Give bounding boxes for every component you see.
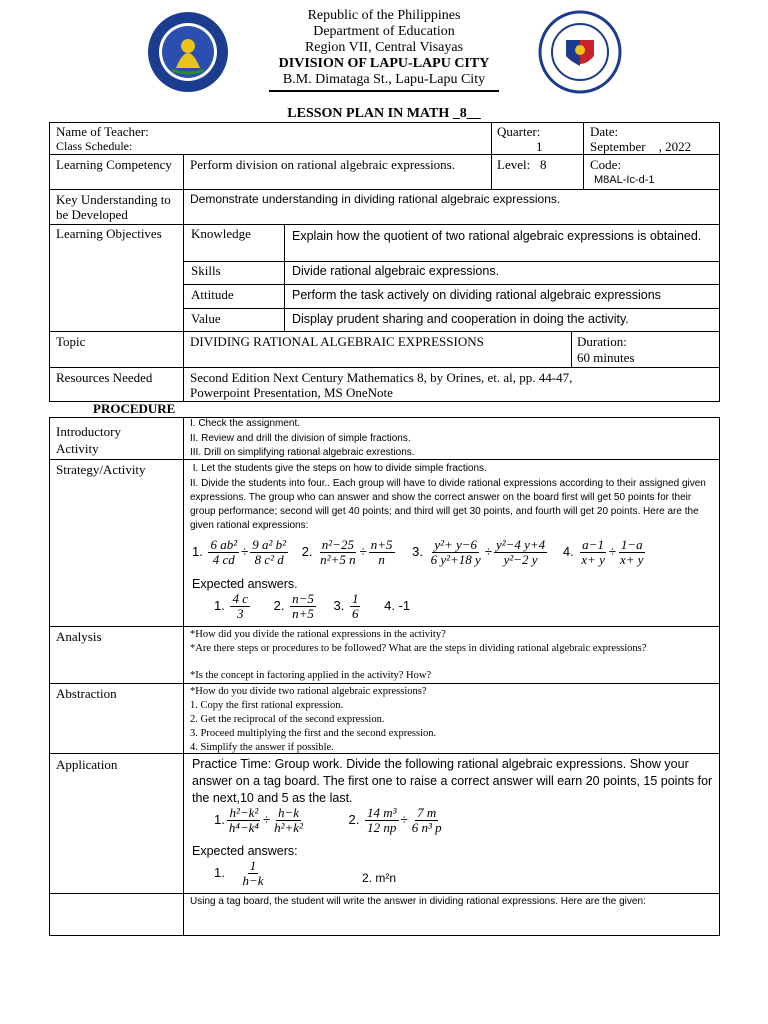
obj-text-value: Display prudent sharing and cooperation in doing the activity.	[292, 312, 629, 326]
topic-value: DIVIDING RATIONAL ALGEBRAIC EXPRESSIONS	[190, 334, 484, 349]
app-expected-label: Expected answers:	[192, 844, 298, 858]
abstraction-item-4: 3. Proceed multiplying the first and the second expression.	[190, 728, 437, 739]
ku-label: Key Understanding to be Developed	[56, 192, 171, 222]
letterhead	[0, 8, 768, 92]
app-expected-answer-1: 1. $\frac{1}{h-k}$	[214, 858, 264, 888]
answer-3: 3. $\frac{1}{6}$	[333, 591, 359, 621]
expr-2: 2. $\frac{\text{n²−25}}{\text{n²+5 n}}$ ÷ $\frac{n+5}{n}$	[301, 537, 393, 567]
application-expressions	[214, 806, 446, 835]
app-expected-answer-2: 2. m²n	[362, 871, 397, 885]
lesson-plan-title: LESSON PLAN IN MATH _8__	[287, 106, 481, 121]
application-label-cell	[49, 753, 184, 894]
expr-1: 1. $\frac{\text{6 ab²}}{4 cd}$ ÷ $\frac{\text{9 a² b²}}{\text{8 c² d}}$	[192, 537, 287, 567]
intro-label: Introductory Activity	[56, 424, 121, 456]
intro-item-1: I. Check the assignment.	[190, 418, 301, 429]
resources-line-2: Powerpoint Presentation, MS OneNote	[190, 385, 393, 400]
activity-expressions	[192, 538, 648, 567]
objectives-label: Learning Objectives	[56, 226, 162, 241]
resources-line-1: Second Edition Next Century Mathematics 8, by Orines, et. al, pp. 44-47,	[190, 370, 573, 385]
header-line-2: Department of Education	[313, 24, 455, 39]
expected-answers	[214, 592, 410, 621]
answer-4: 4. -1	[384, 597, 411, 613]
date-label: Date:	[590, 124, 619, 139]
lc-label: Learning Competency	[56, 157, 172, 172]
strategy-line-2: II. Divide the students into four.. Each group will have to divide rational expressions according to their assigned given expressions. The group who can answer and show the correct answer on the board first will get 50 points for their group performance; second will get 40 points; and third will get 30 points, and fourth will get 20 points. Here are the given rational expressions:	[190, 478, 706, 531]
header-rule	[269, 90, 499, 92]
obj-type-value: Value	[191, 311, 221, 326]
code-label: Code:	[590, 157, 622, 172]
assessment-text: Using a tag board, the student will write the answer in dividing rational expressions. Here are the given:	[190, 896, 646, 907]
lc-value: Perform division on rational algebraic expressions.	[190, 157, 455, 172]
duration-label: Duration:	[577, 334, 627, 349]
application-text: Practice Time: Group work. Divide the following rational algebraic expressions. Show your answer on a tag board. The first one to raise a correct answer will earn 20 points, 15 points for the next,10 and 5 as the last.	[192, 757, 713, 805]
header-line-5: B.M. Dimataga St., Lapu-Lapu City	[282, 72, 486, 87]
schedule-label: Class Schedule:	[56, 139, 133, 153]
answer-2: 2. $\frac{n-5}{n+5}$	[273, 591, 314, 621]
answer-1: 1. $\frac{4 c}{3}$	[214, 591, 248, 621]
strategy-line-1: I. Let the students give the steps on how to divide simple fractions.	[190, 463, 487, 474]
header-line-4: DIVISION OF LAPU-LAPU CITY	[278, 56, 490, 71]
analysis-label: Analysis	[56, 629, 102, 644]
intro-item-3: III. Drill on simplifying rational algebraic exrestions.	[190, 447, 415, 458]
level-label: Level: 8	[497, 157, 547, 172]
abstraction-item-2: 1. Copy the first rational expression.	[190, 700, 344, 711]
analysis-item-1: *How did you divide the rational expressions in the activity?	[190, 629, 446, 640]
teacher-label: Name of Teacher:	[56, 124, 149, 139]
header-line-1: Republic of the Philippines	[307, 8, 461, 23]
abstraction-label: Abstraction	[56, 686, 117, 701]
analysis-item-2: *Are there steps or procedures to be followed? What are the steps in dividing rational algebraic expressions?	[190, 643, 647, 654]
obj-text-skills: Divide rational algebraic expressions.	[292, 264, 500, 278]
intro-item-2: II. Review and drill the division of simple fractions.	[190, 433, 411, 444]
expr-3: 3. $\frac{\text{y²+ y−6}}{\text{6 y²+18 y}}$ ÷ $\frac{\text{y²−4 y+4}}{\text{y²−2 y}}$	[412, 537, 546, 567]
obj-text-attitude: Perform the task actively on dividing rational algebraic expressions	[292, 288, 661, 302]
expr-4: 4. $\frac{a-1}{x+ y}$ ÷ $\frac{1-a}{x+ y}$	[562, 537, 644, 567]
code-value: M8AL-Ic-d-1	[594, 174, 655, 186]
strategy-label-cell	[49, 459, 184, 627]
app-expr-1: 1. $\frac{\text{h²−k²}}{\text{h⁴−k⁴}}$ ÷ $\frac{h-k}{\text{h²+k²}}$	[214, 805, 303, 835]
obj-type-skills: Skills	[191, 263, 221, 278]
expected-answers-label: Expected answers.	[192, 577, 298, 591]
date-value: September , 2022	[590, 139, 692, 154]
obj-type-knowledge: Knowledge	[191, 226, 251, 241]
obj-type-attitude: Attitude	[191, 287, 234, 302]
application-label: Application	[56, 757, 118, 772]
ku-value: Demonstrate understanding in dividing rational algebraic expressions.	[190, 192, 561, 206]
quarter-label: Quarter:	[497, 124, 541, 139]
abstraction-item-5: 4. Simplify the answer if possible.	[190, 742, 334, 753]
abstraction-item-3: 2. Get the reciprocal of the second expression.	[190, 714, 385, 725]
resources-label: Resources Needed	[56, 370, 153, 385]
obj-text-knowledge: Explain how the quotient of two rational algebraic expressions is obtained.	[292, 229, 702, 243]
assessment-label-cell	[49, 893, 184, 936]
analysis-item-3: *Is the concept in factoring applied in the activity? How?	[190, 670, 432, 681]
strategy-label: Strategy/Activity	[56, 462, 146, 477]
quarter-value: 1	[536, 139, 543, 154]
abstraction-item-1: *How do you divide two rational algebraic expressions?	[190, 686, 427, 697]
topic-label: Topic	[56, 334, 86, 349]
app-expr-2: 2. $\frac{\text{14 m³}}{12 np}$ ÷ $\frac{7 m}{\text{6 n³ p}}$	[348, 805, 442, 835]
header-line-3: Region VII, Central Visayas	[304, 40, 464, 55]
procedure-heading: PROCEDURE	[93, 401, 176, 416]
duration-value: 60 minutes	[577, 350, 635, 365]
